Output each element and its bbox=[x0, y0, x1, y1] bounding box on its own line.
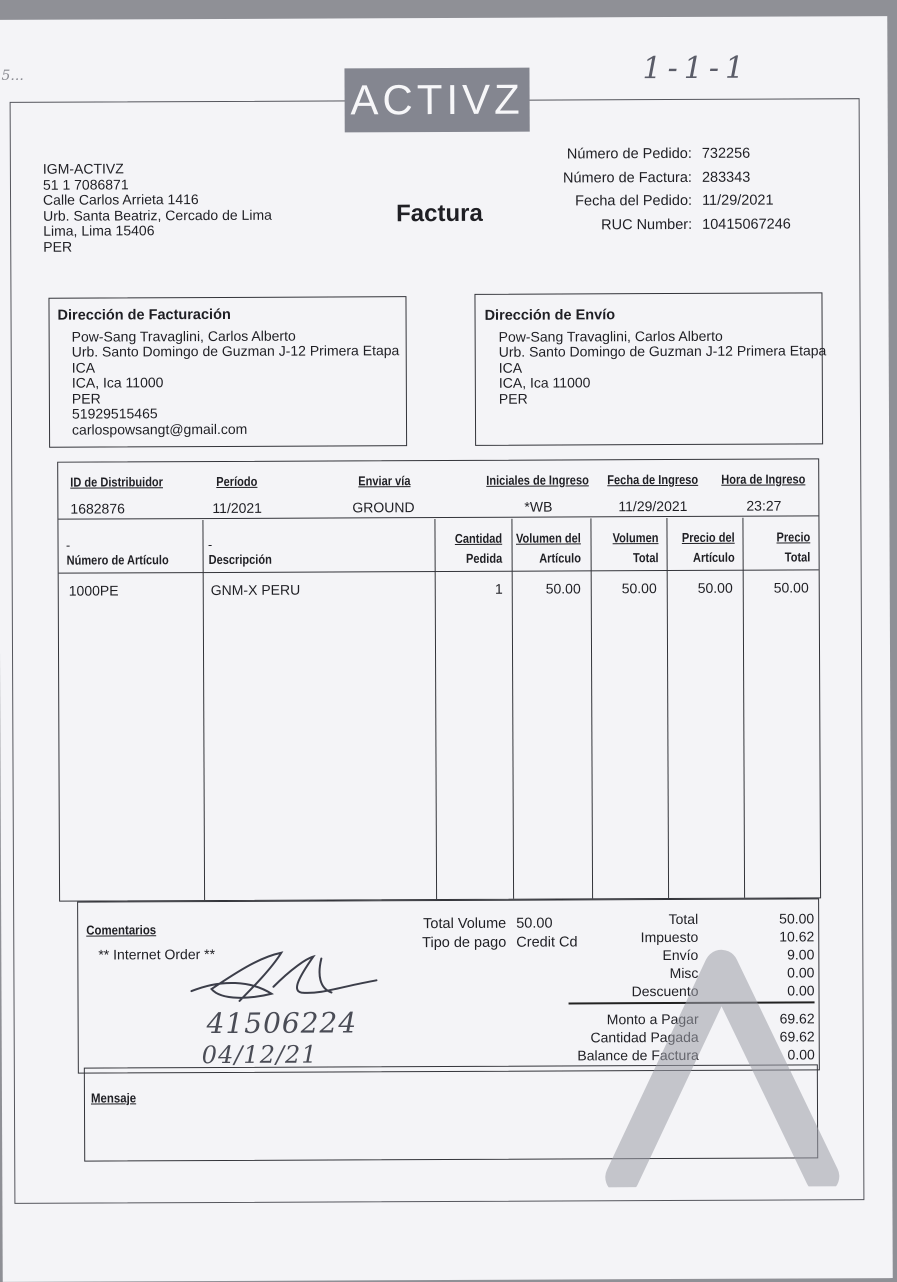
header-period: Período bbox=[216, 473, 258, 489]
meta-row bbox=[538, 189, 791, 214]
header-entry-initials: Iniciales de Ingreso bbox=[486, 472, 589, 488]
sum-value: 69.62 bbox=[779, 1028, 815, 1045]
sum-row-total bbox=[548, 909, 814, 928]
column-header-quantity bbox=[455, 529, 502, 569]
invoice-title: Factura bbox=[396, 199, 483, 228]
message-label: Mensaje bbox=[90, 1090, 137, 1106]
column-header-bottom: Artículo bbox=[692, 549, 735, 565]
column-header-top bbox=[66, 530, 168, 550]
column-header-bottom: Artículo bbox=[538, 550, 581, 566]
header-entry-date: Fecha de Ingreso bbox=[607, 471, 699, 488]
entry-initials-value: *WB bbox=[524, 498, 553, 515]
column-header-bottom: Total bbox=[784, 549, 811, 565]
comment-text: ** Internet Order ** bbox=[98, 946, 216, 963]
header-entry-time: Hora de Ingreso bbox=[721, 471, 806, 487]
handwritten-date: 04/12/21 bbox=[201, 1040, 318, 1070]
item-total-volume-cell: 50.00 bbox=[621, 580, 657, 597]
entry-time-value: 23:27 bbox=[746, 497, 782, 514]
column-header-total-volume bbox=[613, 528, 659, 568]
item-number-cell: 1000PE bbox=[68, 582, 119, 599]
company-line: Urb. Santa Beatriz, Cercado de Lima bbox=[43, 206, 272, 224]
handwritten-number: 41506224 bbox=[206, 1006, 358, 1041]
distributor-id-value: 1682876 bbox=[70, 500, 125, 517]
column-divider bbox=[434, 519, 437, 899]
shipping-heading: Dirección de Envío bbox=[484, 307, 616, 324]
activz-logo: ACTIVZ bbox=[344, 68, 529, 133]
billing-line: ICA, Ica 11000 bbox=[71, 374, 164, 391]
meta-label: Número de Factura: bbox=[562, 169, 692, 186]
billing-line: carlospowsangt@gmail.com bbox=[72, 420, 248, 438]
item-price-cell: 50.00 bbox=[697, 579, 733, 596]
sum-value: 9.00 bbox=[787, 946, 815, 963]
activz-watermark-icon bbox=[601, 946, 842, 1187]
items-table bbox=[57, 458, 821, 901]
column-header-bottom: Descripción bbox=[208, 551, 272, 568]
table-divider bbox=[59, 569, 819, 573]
sum-label: Balance de Factura bbox=[577, 1046, 699, 1064]
column-header-total-price bbox=[777, 527, 811, 567]
sum-label: Total bbox=[668, 910, 699, 928]
company-line: IGM-ACTIVZ bbox=[42, 160, 124, 177]
item-description-cell: GNM-X PERU bbox=[210, 581, 301, 599]
billing-line: PER bbox=[71, 389, 101, 407]
sum-value: 0.00 bbox=[787, 982, 815, 999]
billing-heading: Dirección de Facturación bbox=[57, 306, 231, 324]
item-quantity-cell: 1 bbox=[494, 580, 503, 597]
column-header-top bbox=[208, 530, 271, 550]
total-volume-value: 50.00 bbox=[516, 915, 553, 932]
column-header-bottom: Número de Artículo bbox=[66, 552, 169, 568]
sum-value: 50.00 bbox=[779, 910, 815, 927]
company-line: 51 1 7086871 bbox=[42, 175, 129, 193]
billing-address-box bbox=[48, 296, 407, 448]
entry-date-value: 11/29/2021 bbox=[618, 497, 688, 515]
sum-label: Monto a Pagar bbox=[606, 1010, 699, 1028]
column-header-description bbox=[208, 530, 271, 570]
column-divider bbox=[742, 518, 745, 898]
comments-label: Comentarios bbox=[86, 922, 157, 938]
shipping-line: ICA, Ica 11000 bbox=[498, 374, 591, 391]
meta-value: 11/29/2021 bbox=[702, 192, 774, 209]
column-header-top: Cantidad bbox=[455, 530, 503, 546]
column-header-item-price bbox=[682, 528, 735, 568]
meta-row bbox=[538, 142, 791, 167]
sum-value: 10.62 bbox=[779, 928, 815, 945]
shipping-line: PER bbox=[498, 390, 528, 407]
total-volume-label: Total Volume bbox=[423, 915, 507, 933]
ship-via-value: GROUND bbox=[352, 499, 415, 516]
billing-line: Pow-Sang Travaglini, Carlos Alberto bbox=[71, 327, 296, 345]
sum-label: Misc bbox=[669, 964, 699, 982]
column-header-top: Volumen bbox=[612, 530, 659, 546]
sum-row-tax bbox=[548, 927, 814, 946]
column-header-bottom: Total bbox=[632, 550, 659, 566]
company-line: PER bbox=[43, 238, 73, 255]
header-ship-via: Enviar vía bbox=[358, 473, 411, 489]
column-divider bbox=[202, 520, 205, 900]
sum-label: Cantidad Pagada bbox=[590, 1028, 699, 1046]
sum-label: Impuesto bbox=[640, 928, 699, 946]
column-header-top: Volumen del bbox=[515, 530, 581, 546]
company-line: Lima, Lima 15406 bbox=[43, 222, 155, 239]
item-total-price-cell: 50.00 bbox=[773, 579, 809, 596]
sum-label: Envío bbox=[662, 946, 699, 964]
column-divider bbox=[511, 519, 514, 899]
billing-line: 51929515465 bbox=[71, 405, 158, 422]
invoice-paper bbox=[0, 16, 893, 1282]
meta-label: RUC Number: bbox=[601, 216, 693, 233]
column-header-item-volume bbox=[516, 528, 581, 568]
payment-type-label: Tipo de pago bbox=[422, 934, 507, 952]
meta-row bbox=[538, 213, 791, 238]
payment-type-value: Credit Cd bbox=[516, 934, 578, 951]
period-value: 11/2021 bbox=[212, 499, 262, 517]
meta-label: Fecha del Pedido: bbox=[575, 192, 693, 210]
column-header-top: Precio bbox=[776, 529, 811, 545]
sum-value: 69.62 bbox=[779, 1010, 815, 1027]
company-address bbox=[43, 161, 272, 255]
column-header-bottom: Pedida bbox=[466, 550, 503, 566]
shipping-line: Pow-Sang Travaglini, Carlos Alberto bbox=[498, 327, 723, 345]
header-distributor-id: ID de Distribuidor bbox=[70, 474, 164, 490]
order-meta bbox=[538, 142, 791, 237]
sum-label: Descuento bbox=[631, 982, 699, 1000]
column-header-top: Precio del bbox=[681, 529, 735, 545]
shipping-line: Urb. Santo Domingo de Guzman J-12 Primera Etapa bbox=[498, 342, 827, 360]
column-divider bbox=[590, 518, 593, 898]
meta-row bbox=[538, 166, 791, 191]
meta-value: 283343 bbox=[701, 169, 751, 186]
shipping-address-box bbox=[474, 292, 827, 446]
sum-value: 0.00 bbox=[787, 1046, 815, 1063]
sum-value: 0.00 bbox=[787, 964, 815, 981]
billing-line: ICA bbox=[71, 359, 96, 376]
handwritten-page-number: 1-1-1 bbox=[642, 50, 751, 87]
column-divider bbox=[666, 518, 669, 898]
meta-label: Número de Pedido: bbox=[566, 145, 692, 163]
meta-value: 732256 bbox=[701, 145, 751, 162]
meta-value: 10415067246 bbox=[702, 215, 791, 233]
company-line: Calle Carlos Arrieta 1416 bbox=[43, 191, 199, 208]
item-volume-cell: 50.00 bbox=[545, 580, 581, 597]
order-info-headers bbox=[58, 471, 818, 494]
shipping-line: ICA bbox=[498, 359, 523, 376]
billing-line: Urb. Santo Domingo de Guzman J-12 Primera Etapa bbox=[71, 342, 400, 360]
handwritten-corner-mark: 5... bbox=[1, 67, 24, 84]
column-header-item-number bbox=[66, 530, 168, 570]
